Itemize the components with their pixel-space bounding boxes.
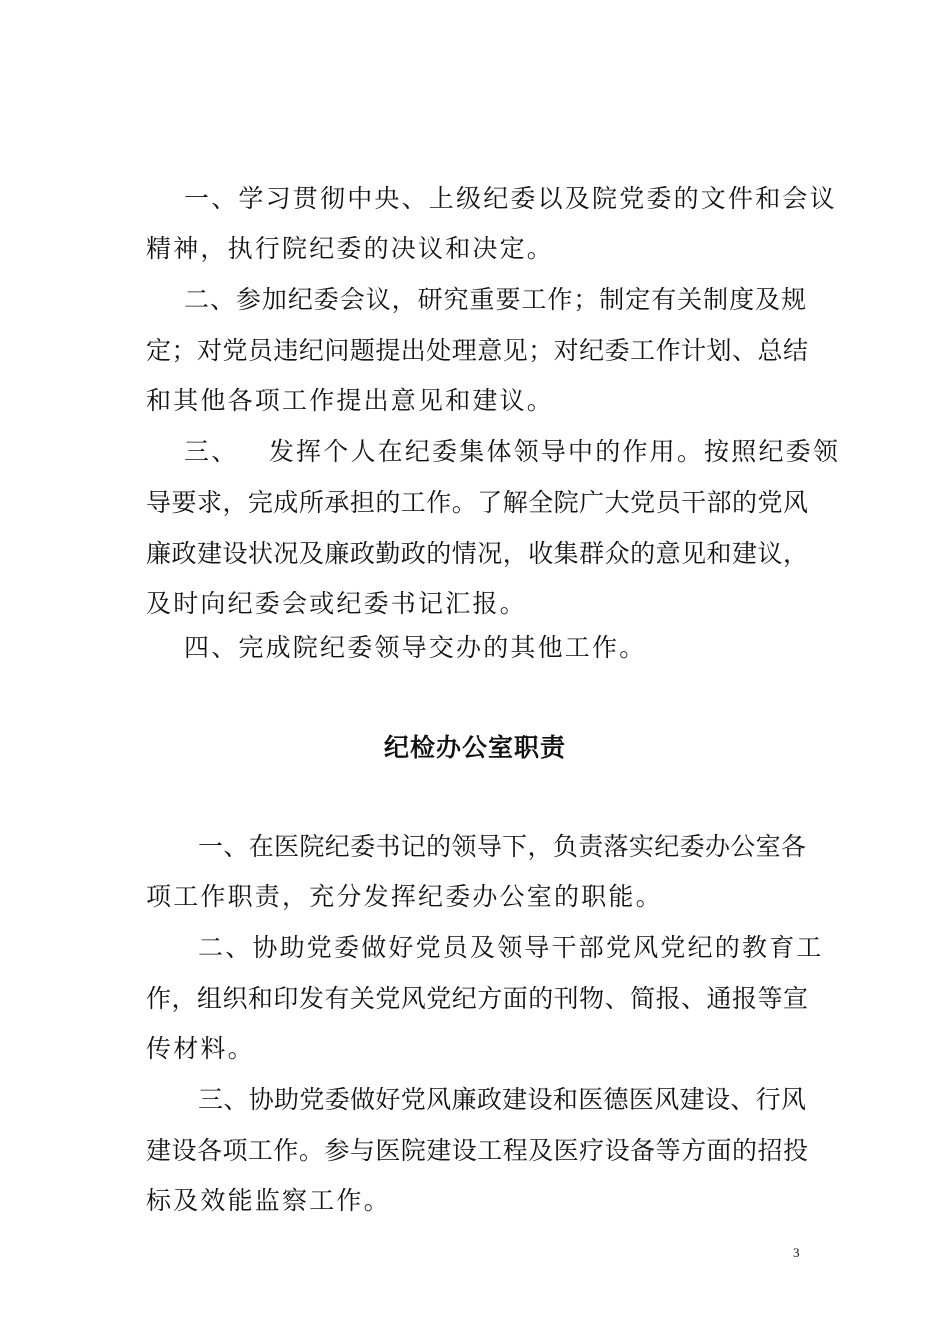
s1-p2-line3: 和其他各项工作提出意见和建议。	[146, 386, 555, 415]
s1-p3-line2: 导要求，完成所承担的工作。了解全院广大党员干部的党风	[146, 488, 808, 517]
s2-p2-line1: 二、协助党委做好党员及领导干部党风党纪的教育工	[198, 933, 824, 962]
section-title: 纪检办公室职责	[383, 733, 566, 762]
s1-p2-line2: 定；对党员违纪问题提出处理意见；对纪委工作计划、总结	[146, 336, 808, 365]
s1-p1-line2: 精神，执行院纪委的决议和决定。	[146, 234, 555, 263]
page-number: 3	[793, 1245, 800, 1260]
s1-p2-line1: 二、参加纪委会议，研究重要工作；制定有关制度及规	[184, 285, 806, 314]
s1-p3-line3: 廉政建设状况及廉政勤政的情况，收集群众的意见和建议，	[146, 539, 808, 568]
s2-p2-line2: 作，组织和印发有关党风党纪方面的刊物、简报、通报等宣	[146, 984, 808, 1013]
s1-p3-line1: 三、 发挥个人在纪委集体领导中的作用。按照纪委领	[184, 437, 841, 466]
s1-p1-line1: 一、学习贯彻中央、上级纪委以及院党委的文件和会议	[184, 184, 837, 213]
s2-p2-line3: 传材料。	[146, 1034, 255, 1063]
s2-p1-line2: 项工作职责，充分发挥纪委办公室的职能。	[146, 882, 663, 911]
s1-p4-line1: 四、完成院纪委领导交办的其他工作。	[184, 633, 647, 662]
s2-p3-line3: 标及效能监察工作。	[146, 1186, 391, 1215]
s2-p1-line1: 一、在医院纪委书记的领导下，负责落实纪委办公室各	[198, 832, 806, 861]
s2-p3-line1: 三、协助党委做好党风廉政建设和医德医风建设、行风	[198, 1085, 806, 1114]
s2-p3-line2: 建设各项工作。参与医院建设工程及医疗设备等方面的招投	[146, 1136, 808, 1165]
s1-p3-line4: 及时向纪委会或纪委书记汇报。	[146, 589, 527, 618]
